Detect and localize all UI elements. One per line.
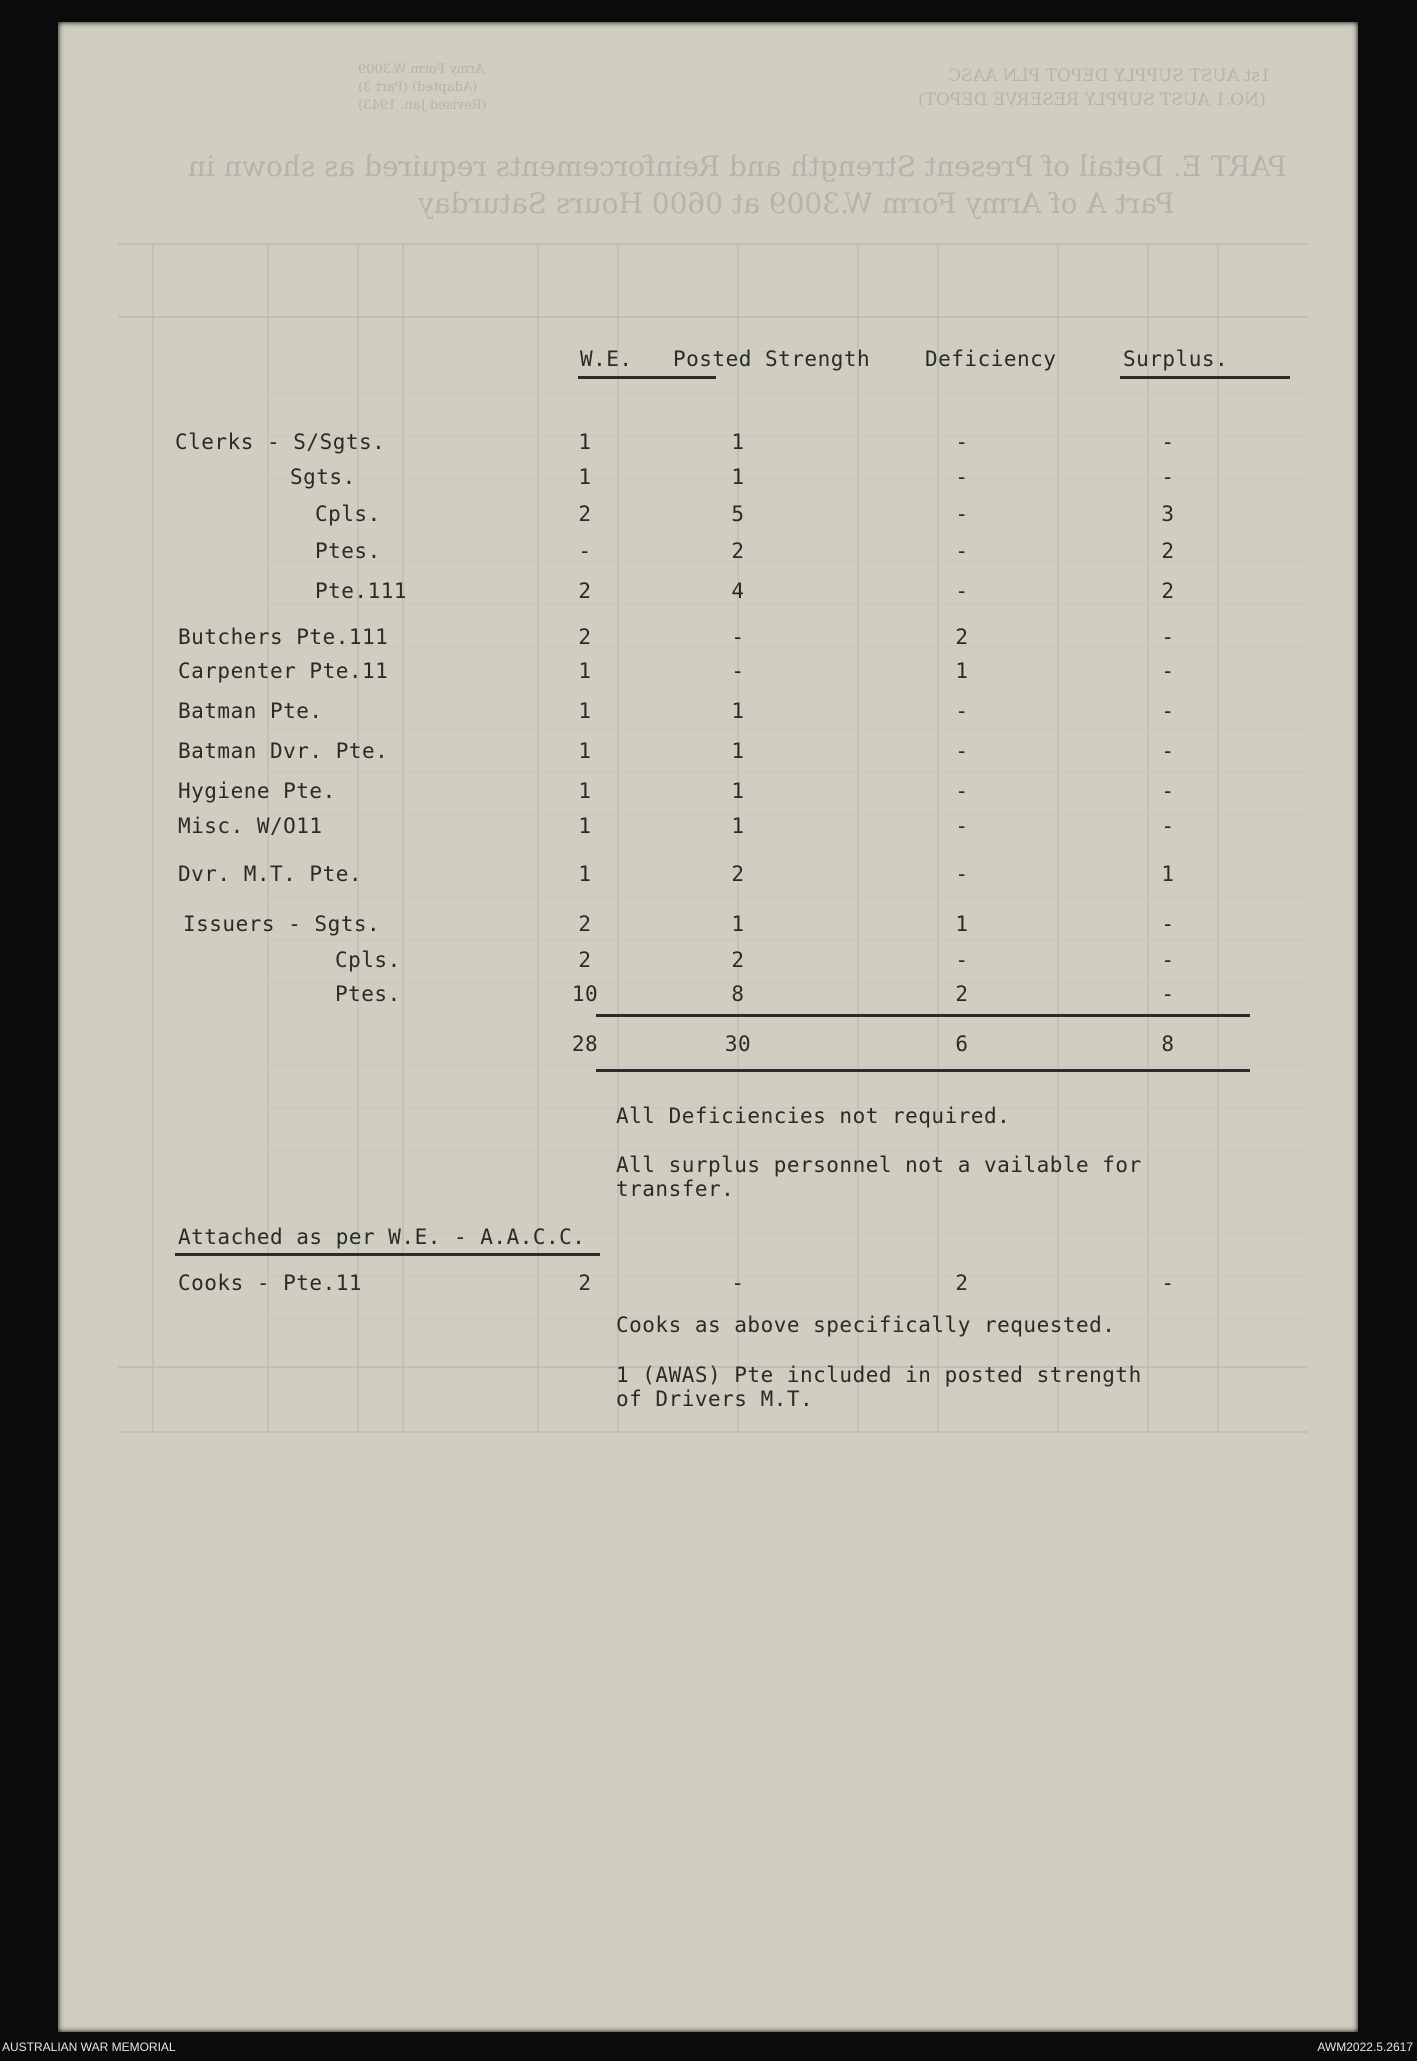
- cell-posted: -: [731, 625, 745, 649]
- cell-surplus: 2: [1161, 579, 1175, 603]
- cell-posted: 1: [731, 739, 745, 763]
- cell-deficiency: -: [955, 502, 969, 526]
- row-label: Batman Dvr. Pte.: [178, 739, 389, 763]
- cell-posted: 5: [731, 502, 745, 526]
- cell-we: 1: [578, 699, 592, 723]
- bleed-through-grid: [58, 22, 1358, 2032]
- cell-we: 1: [578, 659, 592, 683]
- cell-deficiency: 1: [955, 659, 969, 683]
- header-underline: [578, 376, 716, 379]
- cell-deficiency: -: [955, 465, 969, 489]
- note-deficiencies: All Deficiencies not required.: [616, 1104, 1011, 1128]
- document-page: [58, 22, 1358, 2032]
- cell-posted: 1: [731, 465, 745, 489]
- cell-deficiency: 1: [955, 912, 969, 936]
- cell-deficiency: -: [955, 814, 969, 838]
- cell-deficiency: -: [955, 948, 969, 972]
- cell-we: 2: [578, 912, 592, 936]
- bleed-part-line-2: Part A of Army Form W.3009 at 0600 Hours Saturday: [418, 187, 1175, 220]
- cell-deficiency: -: [955, 539, 969, 563]
- cell-we: 2: [578, 625, 592, 649]
- cell-posted: 2: [731, 539, 745, 563]
- cell-deficiency: 2: [955, 1271, 969, 1295]
- cell-surplus: -: [1161, 814, 1175, 838]
- row-label: Misc. W/O11: [178, 814, 323, 838]
- cell-posted: 1: [731, 430, 745, 454]
- cell-posted: -: [731, 659, 745, 683]
- row-label: Pte.111: [315, 579, 408, 603]
- header-underline: [1120, 376, 1290, 379]
- total-we: 28: [571, 1032, 599, 1056]
- row-label: Ptes.: [315, 539, 381, 563]
- cell-we: 2: [578, 948, 592, 972]
- note-surplus-line-1: All surplus personnel not a vailable for: [616, 1153, 1142, 1177]
- bleed-unit-line-1: 1st AUST SUPPLY DEPOT PLN AASC: [948, 66, 1271, 86]
- cell-we: 1: [578, 739, 592, 763]
- total-surplus: 8: [1161, 1032, 1175, 1056]
- total-deficiency: 6: [955, 1032, 969, 1056]
- cell-posted: 8: [731, 982, 745, 1006]
- cell-posted: 1: [731, 779, 745, 803]
- row-label: Sgts.: [290, 465, 356, 489]
- attached-heading: Attached as per W.E. - A.A.C.C.: [178, 1225, 586, 1249]
- cell-we: 2: [578, 502, 592, 526]
- footer-right-id: AWM2022.5.2617: [1317, 2040, 1413, 2054]
- cell-surplus: -: [1161, 659, 1175, 683]
- row-label: Cpls.: [335, 948, 401, 972]
- cell-we: 1: [578, 465, 592, 489]
- cell-surplus: -: [1161, 982, 1175, 1006]
- cell-posted: 2: [731, 948, 745, 972]
- totals-bottom-rule: [596, 1069, 1250, 1072]
- cell-we: 1: [578, 862, 592, 886]
- cell-surplus: -: [1161, 779, 1175, 803]
- cell-posted: 1: [731, 912, 745, 936]
- cell-deficiency: 2: [955, 625, 969, 649]
- footer-left-credit: AUSTRALIAN WAR MEMORIAL: [2, 2040, 176, 2054]
- cell-surplus: -: [1161, 465, 1175, 489]
- row-label: Hygiene Pte.: [178, 779, 336, 803]
- cell-deficiency: -: [955, 739, 969, 763]
- cell-posted: -: [731, 1271, 745, 1295]
- cell-deficiency: -: [955, 579, 969, 603]
- cell-deficiency: -: [955, 862, 969, 886]
- row-label: Dvr. M.T. Pte.: [178, 862, 363, 886]
- note-surplus-line-2: transfer.: [616, 1177, 735, 1201]
- attached-underline: [175, 1253, 600, 1256]
- cell-surplus: -: [1161, 1271, 1175, 1295]
- note-cooks: Cooks as above specifically requested.: [616, 1313, 1116, 1337]
- cell-surplus: -: [1161, 430, 1175, 454]
- header-deficiency: Deficiency: [925, 347, 1057, 371]
- cell-posted: 1: [731, 699, 745, 723]
- row-label: Carpenter Pte.11: [178, 659, 389, 683]
- cell-surplus: -: [1161, 912, 1175, 936]
- header-we: W.E.: [580, 347, 633, 371]
- row-label: Batman Pte.: [178, 699, 323, 723]
- cell-we: 1: [578, 430, 592, 454]
- bleed-form-line-3: (Revised Jan. 1943): [358, 98, 487, 113]
- cell-we: 1: [578, 779, 592, 803]
- cell-deficiency: -: [955, 699, 969, 723]
- header-surplus: Surplus.: [1123, 347, 1229, 371]
- total-posted: 30: [724, 1032, 752, 1056]
- cell-we: 2: [578, 1271, 592, 1295]
- totals-top-rule: [596, 1014, 1250, 1017]
- cell-posted: 1: [731, 814, 745, 838]
- cell-we: 2: [578, 579, 592, 603]
- cell-surplus: -: [1161, 699, 1175, 723]
- cell-surplus: -: [1161, 948, 1175, 972]
- cell-surplus: -: [1161, 625, 1175, 649]
- cell-we: -: [578, 539, 592, 563]
- cell-surplus: -: [1161, 739, 1175, 763]
- cell-deficiency: -: [955, 430, 969, 454]
- bleed-form-line-1: Army Form W.3009: [358, 62, 485, 77]
- row-label: Ptes.: [335, 982, 401, 1006]
- cell-we: 10: [571, 982, 599, 1006]
- row-label: Issuers - Sgts.: [183, 912, 381, 936]
- cell-posted: 2: [731, 862, 745, 886]
- header-posted-strength: Posted Strength: [673, 347, 871, 371]
- note-awas-line-1: 1 (AWAS) Pte included in posted strength: [616, 1363, 1142, 1387]
- row-label: Cooks - Pte.11: [178, 1271, 363, 1295]
- cell-surplus: 3: [1161, 502, 1175, 526]
- bleed-part-line-1: PART E. Detail of Present Strength and Reinforcements required as shown in: [188, 150, 1287, 183]
- cell-surplus: 2: [1161, 539, 1175, 563]
- bleed-form-line-2: (Adapted) (Part 3): [358, 80, 478, 95]
- row-label: Clerks - S/Sgts.: [175, 430, 386, 454]
- cell-deficiency: -: [955, 779, 969, 803]
- row-label: Butchers Pte.111: [178, 625, 389, 649]
- cell-posted: 4: [731, 579, 745, 603]
- bleed-unit-line-2: (NO.1 AUST SUPPLY RESERVE DEPOT): [918, 90, 1266, 110]
- row-label: Cpls.: [315, 502, 381, 526]
- cell-deficiency: 2: [955, 982, 969, 1006]
- cell-we: 1: [578, 814, 592, 838]
- cell-surplus: 1: [1161, 862, 1175, 886]
- note-awas-line-2: of Drivers M.T.: [616, 1387, 814, 1411]
